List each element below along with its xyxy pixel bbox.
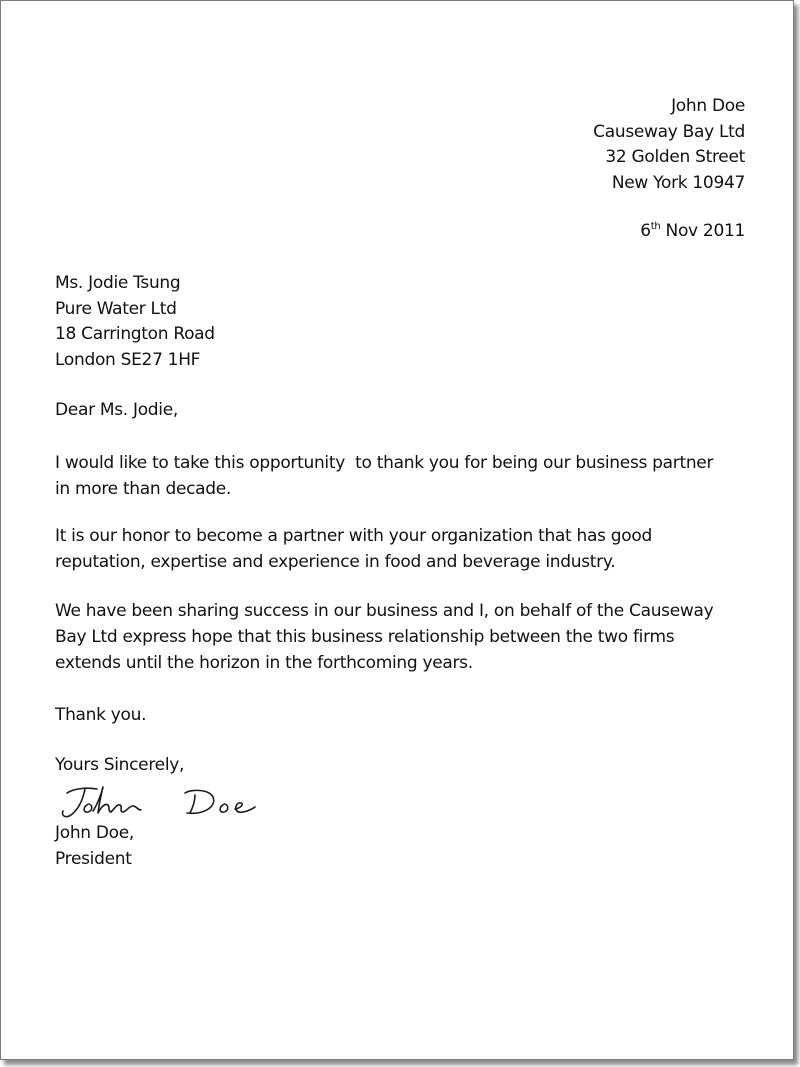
- sender-company: Causeway Bay Ltd: [593, 121, 745, 142]
- date-ordinal-suffix: th: [650, 221, 661, 232]
- paragraph-line: in more than decade.: [55, 479, 232, 499]
- handwritten-signature: [57, 775, 287, 825]
- thank-you-line: Thank you.: [55, 705, 147, 725]
- signer-title: President: [55, 848, 132, 869]
- paragraph-line: extends until the horizon in the forthcoming years.: [55, 653, 473, 673]
- recipient-company: Pure Water Ltd: [55, 298, 177, 319]
- recipient-street: 18 Carrington Road: [55, 324, 215, 344]
- body-paragraph-3: [55, 598, 765, 676]
- recipient-city: London SE27 1HF: [55, 349, 201, 370]
- salutation: Dear Ms. Jodie,: [55, 400, 178, 420]
- letter-date: [640, 219, 745, 244]
- date-day: 6: [640, 221, 651, 241]
- signer-name: John Doe,: [55, 823, 135, 843]
- paragraph-line: reputation, expertise and experience in food and beverage industry.: [55, 552, 616, 572]
- closing-line: Yours Sincerely,: [55, 755, 185, 775]
- signer-block: [55, 821, 134, 872]
- body-paragraph-1: [55, 450, 765, 502]
- sender-street: 32 Golden Street: [605, 147, 745, 167]
- recipient-address: [55, 271, 215, 373]
- date-month-year: Nov 2011: [660, 221, 745, 241]
- sender-name: John Doe: [671, 96, 745, 116]
- paragraph-line: Bay Ltd express hope that this business relationship between the two firms: [55, 627, 675, 647]
- paragraph-line: We have been sharing success in our business and I, on behalf of the Causeway: [55, 601, 714, 621]
- body-paragraph-2: [55, 523, 765, 575]
- sender-city: New York 10947: [611, 172, 745, 193]
- paragraph-line: I would like to take this opportunity to thank you for being our business partner: [55, 453, 714, 473]
- recipient-name: Ms. Jodie Tsung: [55, 273, 181, 293]
- paragraph-line: It is our honor to become a partner with your organization that has good: [55, 526, 652, 546]
- sender-address: [593, 94, 745, 196]
